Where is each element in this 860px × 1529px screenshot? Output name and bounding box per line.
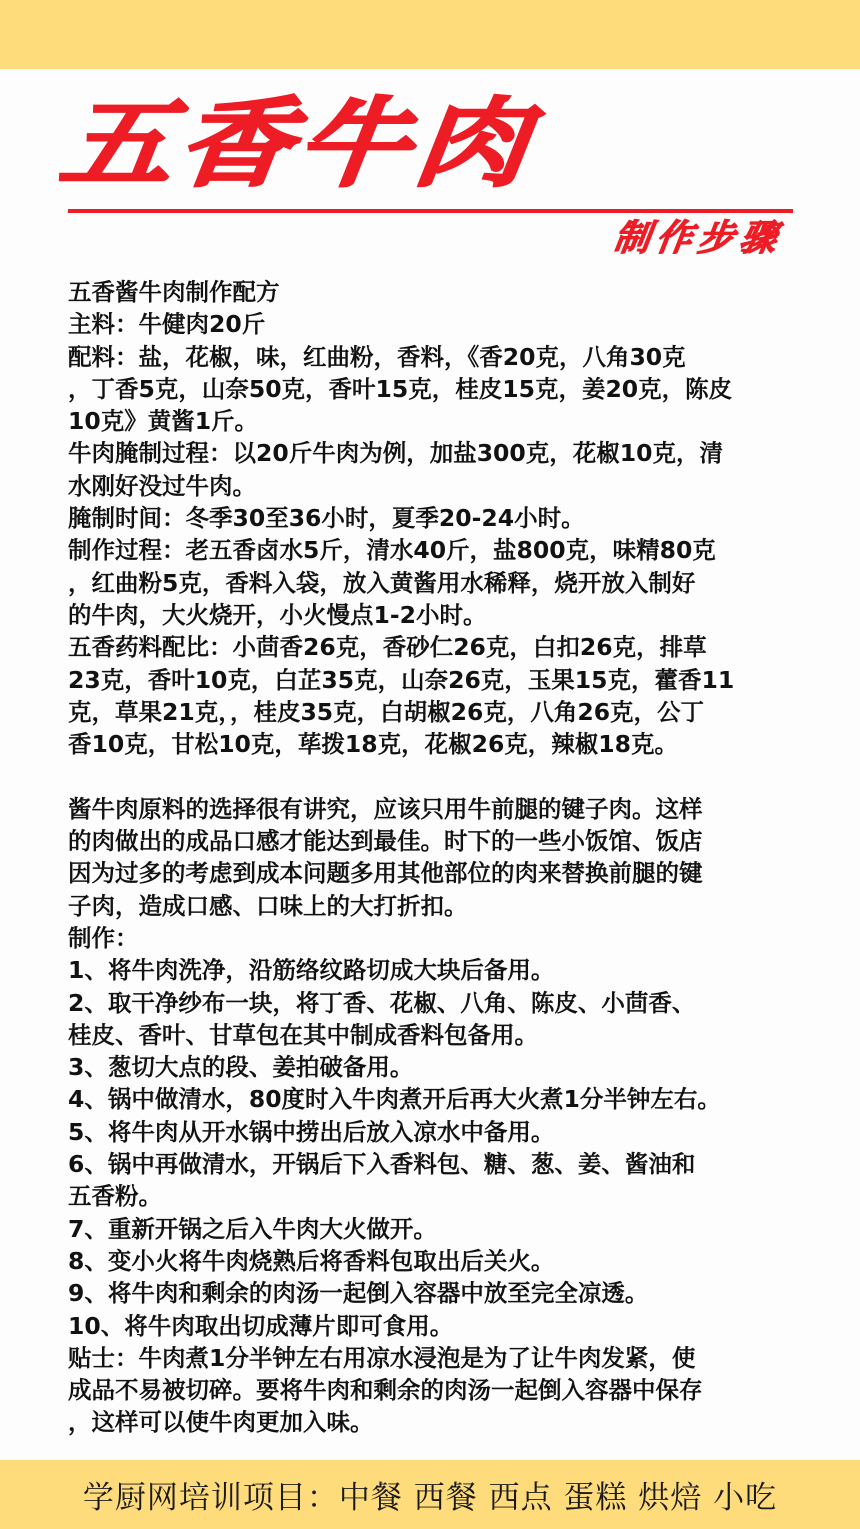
title-divider: [68, 209, 793, 213]
tip-line: ，这样可以使牛肉更加入味。: [68, 1408, 374, 1437]
intro-line: 子肉，造成口感、口味上的大打折扣。: [68, 891, 468, 920]
curing-line: 水刚好没过牛肉。: [68, 471, 256, 500]
paragraph-gap: [68, 760, 793, 792]
process-line: 的牛肉，大火烧开，小火慢点1-2小时。: [68, 600, 487, 629]
step-line: 2、取干净纱布一块，将丁香、花椒、八角、陈皮、小茴香、: [68, 988, 696, 1017]
steps-heading: 制作：: [68, 923, 139, 952]
step-line: 5、将牛肉从开水锅中捞出后放入凉水中备用。: [68, 1117, 555, 1146]
seasoning-line: 10克》黄酱1斤。: [68, 407, 259, 436]
process-line: ，红曲粉5克，香料入袋，放入黄酱用水稀释，烧开放入制好: [68, 568, 696, 597]
step-line: 1、将牛肉洗净，沿筋络纹路切成大块后备用。: [68, 956, 555, 985]
curing-time: 腌制时间：冬季30至36小时，夏季20-24小时。: [68, 504, 585, 533]
page-subtitle: 制作步骤: [611, 218, 785, 259]
intro-line: 因为过多的考虑到成本问题多用其他部位的肉来替换前腿的键: [68, 859, 703, 888]
spice-ratio-line: 五香药料配比：小茴香26克，香砂仁26克，白扣26克，排草: [68, 633, 707, 662]
tip-line: 成品不易被切碎。要将牛肉和剩余的肉汤一起倒入容器中保存: [68, 1376, 703, 1405]
step-line: 4、锅中做清水，80度时入牛肉煮开后再大火煮1分半钟左右。: [68, 1085, 721, 1114]
seasoning-line: 配料：盐，花椒，味，红曲粉，香料，《香20克，八角30克: [68, 342, 686, 371]
spice-ratio-line: 香10克，甘松10克，荜拨18克，花椒26克，辣椒18克。: [68, 730, 679, 759]
step-line: 3、葱切大点的段、姜拍破备用。: [68, 1053, 414, 1082]
seasoning-line: ，丁香5克，山奈50克，香叶15克，桂皮15克，姜20克，陈皮: [68, 374, 733, 403]
main-ingredient: 主料：牛健肉20斤: [68, 310, 266, 339]
intro-line: 的肉做出的成品口感才能达到最佳。时下的一些小饭馆、饭店: [68, 827, 703, 856]
step-line: 五香粉。: [68, 1182, 162, 1211]
footer-text: 学厨网培训项目：中餐 西餐 西点 蛋糕 烘焙 小吃: [82, 1480, 778, 1516]
top-banner: [0, 0, 860, 69]
step-line: 8、变小火将牛肉烧熟后将香料包取出后关火。: [68, 1246, 555, 1275]
tip-line: 贴士：牛肉煮1分半钟左右用凉水浸泡是为了让牛肉发紧，使: [68, 1343, 696, 1372]
page-title: 五香牛肉: [55, 88, 539, 201]
intro-line: 酱牛肉原料的选择很有讲究，应该只用牛前腿的键子肉。这样: [68, 794, 703, 823]
recipe-heading: 五香酱牛肉制作配方: [68, 278, 280, 306]
spice-ratio-line: 23克，香叶10克，白芷35克，山奈26克，玉果15克，藿香11: [68, 665, 735, 694]
spice-ratio-line: 克，草果21克，，桂皮35克，白胡椒26克，八角26克，公丁: [68, 697, 705, 726]
footer-banner: [0, 1460, 860, 1529]
curing-line: 牛肉腌制过程：以20斤牛肉为例，加盐300克，花椒10克，清: [68, 439, 723, 468]
step-line: 10、将牛肉取出切成薄片即可食用。: [68, 1311, 454, 1340]
process-line: 制作过程：老五香卤水5斤，清水40斤，盐800克，味精80克: [68, 536, 716, 565]
recipe-body: [68, 276, 793, 1439]
step-line: 6、锅中再做清水，开锅后下入香料包、糖、葱、姜、酱油和: [68, 1150, 696, 1179]
step-line: 9、将牛肉和剩余的肉汤一起倒入容器中放至完全凉透。: [68, 1279, 649, 1308]
step-line: 桂皮、香叶、甘草包在其中制成香料包备用。: [68, 1020, 538, 1049]
step-line: 7、重新开锅之后入牛肉大火做开。: [68, 1214, 437, 1243]
